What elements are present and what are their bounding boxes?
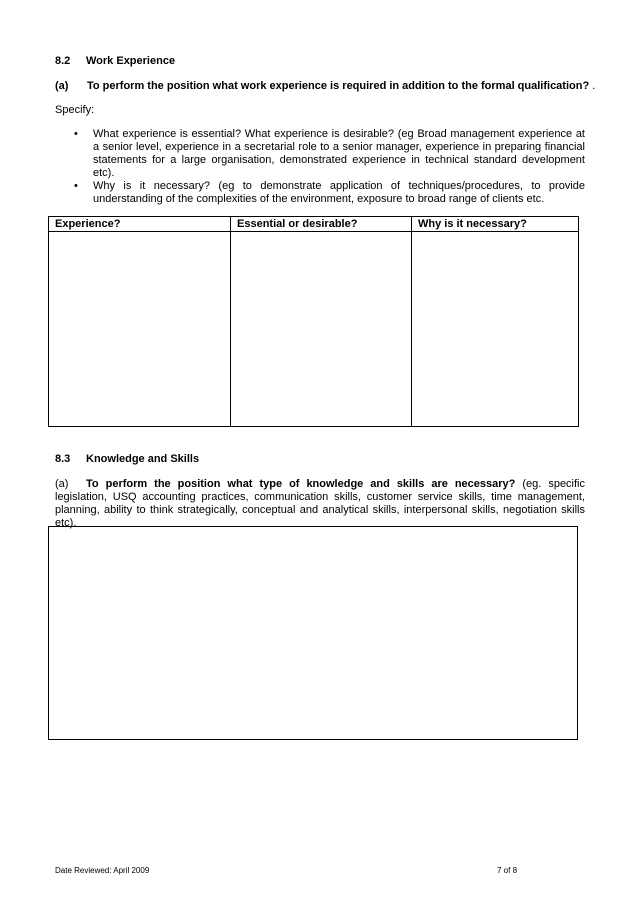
bullet-icon: •	[74, 180, 78, 192]
bullet-text: What experience is essential? What experience is desirable? (eg Broad management experience at a senior level, experience in a secretarial role to a senior manager, experience in preparing financial statements for a large organisation, demonstrated experience in technical standard development etc).	[93, 128, 585, 179]
section-heading-knowledge-skills	[55, 453, 199, 466]
section-title: Work Experience	[86, 55, 176, 67]
question-label: (a)	[55, 80, 69, 92]
column-header-experience: Experience?	[49, 217, 230, 232]
column-header-why-necessary: Why is it necessary?	[412, 217, 578, 232]
bullet-icon: •	[74, 128, 78, 140]
specify-label: Specify:	[55, 104, 95, 116]
guidance-bullet-list	[55, 128, 585, 206]
question-bold-text: To perform the position what type of knowledge and skills are necessary?	[86, 478, 516, 490]
experience-table	[48, 216, 579, 427]
essential-desirable-column[interactable]	[230, 217, 411, 426]
footer-page-number: 7 of 8	[497, 866, 518, 875]
bullet-text: Why is it necessary? (eg to demonstrate application of techniques/procedures, to provide understanding of the complexities of the environment, exposure to broad range of clients etc.	[93, 180, 585, 205]
why-necessary-column[interactable]	[411, 217, 578, 426]
question-text: To perform the position what work experience is required in addition to the formal qualification?	[87, 80, 590, 92]
column-header-essential-or-desirable: Essential or desirable?	[231, 217, 411, 232]
section-number: 8.3	[55, 453, 71, 465]
question-work-experience	[55, 80, 595, 93]
footer-date-reviewed: Date Reviewed: April 2009	[55, 866, 150, 875]
section-title: Knowledge and Skills	[86, 453, 200, 465]
question-knowledge-skills	[55, 478, 585, 530]
knowledge-skills-answer-box[interactable]	[48, 526, 578, 740]
question-label: (a)	[55, 478, 69, 490]
section-heading-work-experience	[55, 55, 175, 68]
bullet-item	[55, 180, 585, 206]
question-trailing: .	[589, 80, 596, 92]
bullet-item	[55, 128, 585, 180]
section-number: 8.2	[55, 55, 71, 67]
experience-column[interactable]	[49, 217, 230, 426]
question-rest-text: (eg. specific legislation, USQ accounting practices, communication skills, customer service skills, time management, planning, ability to think strategically, conceptual and analytical skills, interpersonal skills, negotiation skills etc).	[55, 478, 586, 529]
